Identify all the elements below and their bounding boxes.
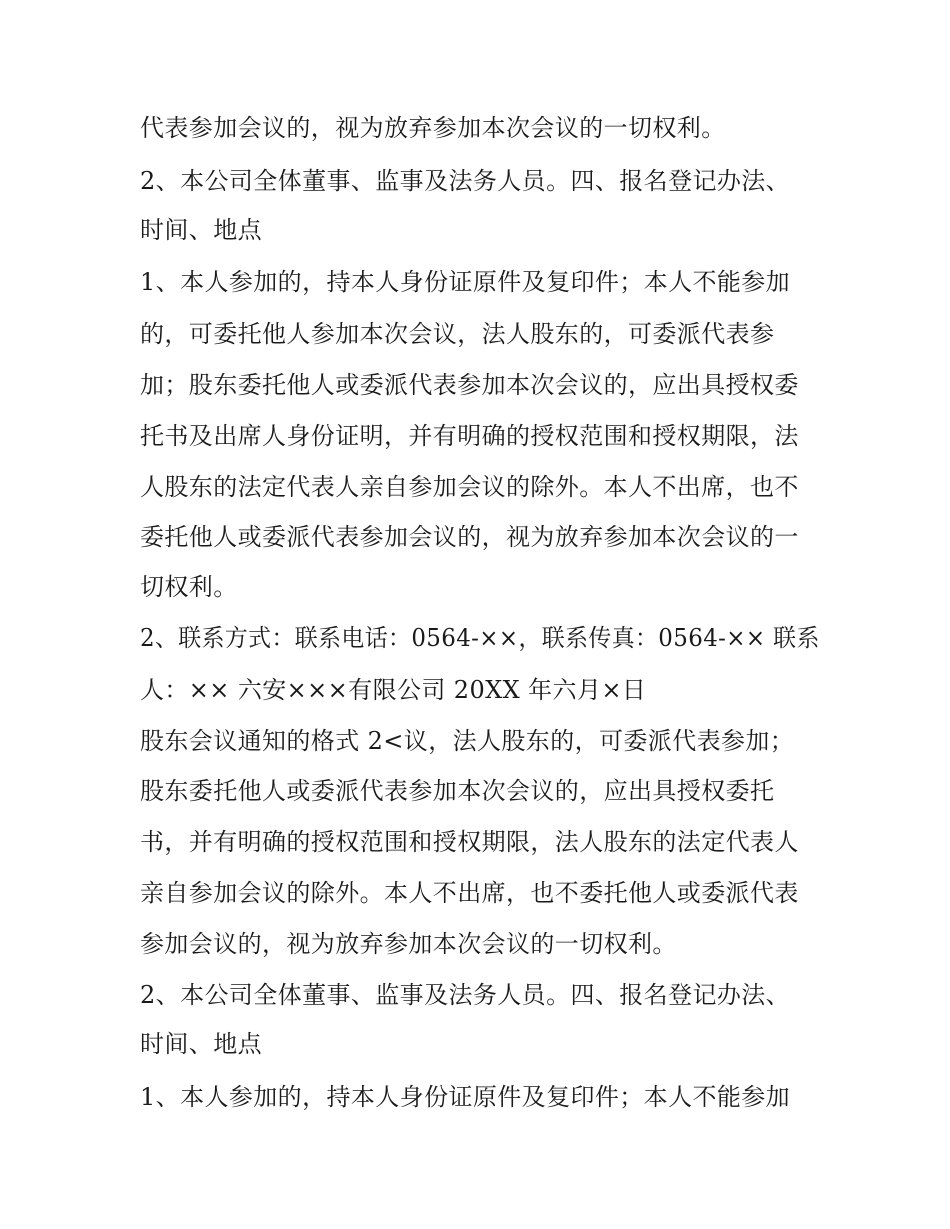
text-line: 的，可委托他人参加本次会议，法人股东的，可委派代表参 <box>140 320 775 348</box>
text-line: 股东委托他人或委派代表参加本次会议的，应出具授权委托 <box>140 777 775 805</box>
text-line: 1、本人参加的，持本人身份证原件及复印件；本人不能参加 <box>140 268 791 296</box>
text-line: 1、本人参加的，持本人身份证原件及复印件；本人不能参加 <box>140 1083 791 1111</box>
text-line: 参加会议的，视为放弃参加本次会议的一切权利。 <box>140 930 677 958</box>
text-line: 时间、地点 <box>140 216 262 244</box>
text-line: 时间、地点 <box>140 1030 262 1058</box>
text-line: 切权利。 <box>140 573 238 601</box>
text-line: 托书及出席人身份证明，并有明确的授权范围和授权期限，法 <box>140 422 799 450</box>
text-line: 加；股东委托他人或委派代表参加本次会议的，应出具授权委 <box>140 371 799 399</box>
text-line: 书，并有明确的授权范围和授权期限，法人股东的法定代表人 <box>140 828 799 856</box>
text-line: 人股东的法定代表人亲自参加会议的除外。本人不出席，也不 <box>140 473 799 501</box>
text-line: 2、联系方式：联系电话：0564-××，联系传真：0564-×× 联系 <box>140 624 820 652</box>
text-line: 2、本公司全体董事、监事及法务人员。四、报名登记办法、 <box>140 167 791 195</box>
text-line: 2、本公司全体董事、监事及法务人员。四、报名登记办法、 <box>140 981 791 1009</box>
text-line: 委托他人或委派代表参加会议的，视为放弃参加本次会议的一 <box>140 523 799 551</box>
text-line: 股东会议通知的格式 2<议，法人股东的，可委派代表参加； <box>140 727 795 755</box>
text-line: 代表参加会议的，视为放弃参加本次会议的一切权利。 <box>140 114 726 142</box>
text-line: 亲自参加会议的除外。本人不出席，也不委托他人或委派代表 <box>140 879 799 907</box>
text-line: 人：×× 六安×××有限公司 20XX 年六月×日 <box>140 676 647 704</box>
